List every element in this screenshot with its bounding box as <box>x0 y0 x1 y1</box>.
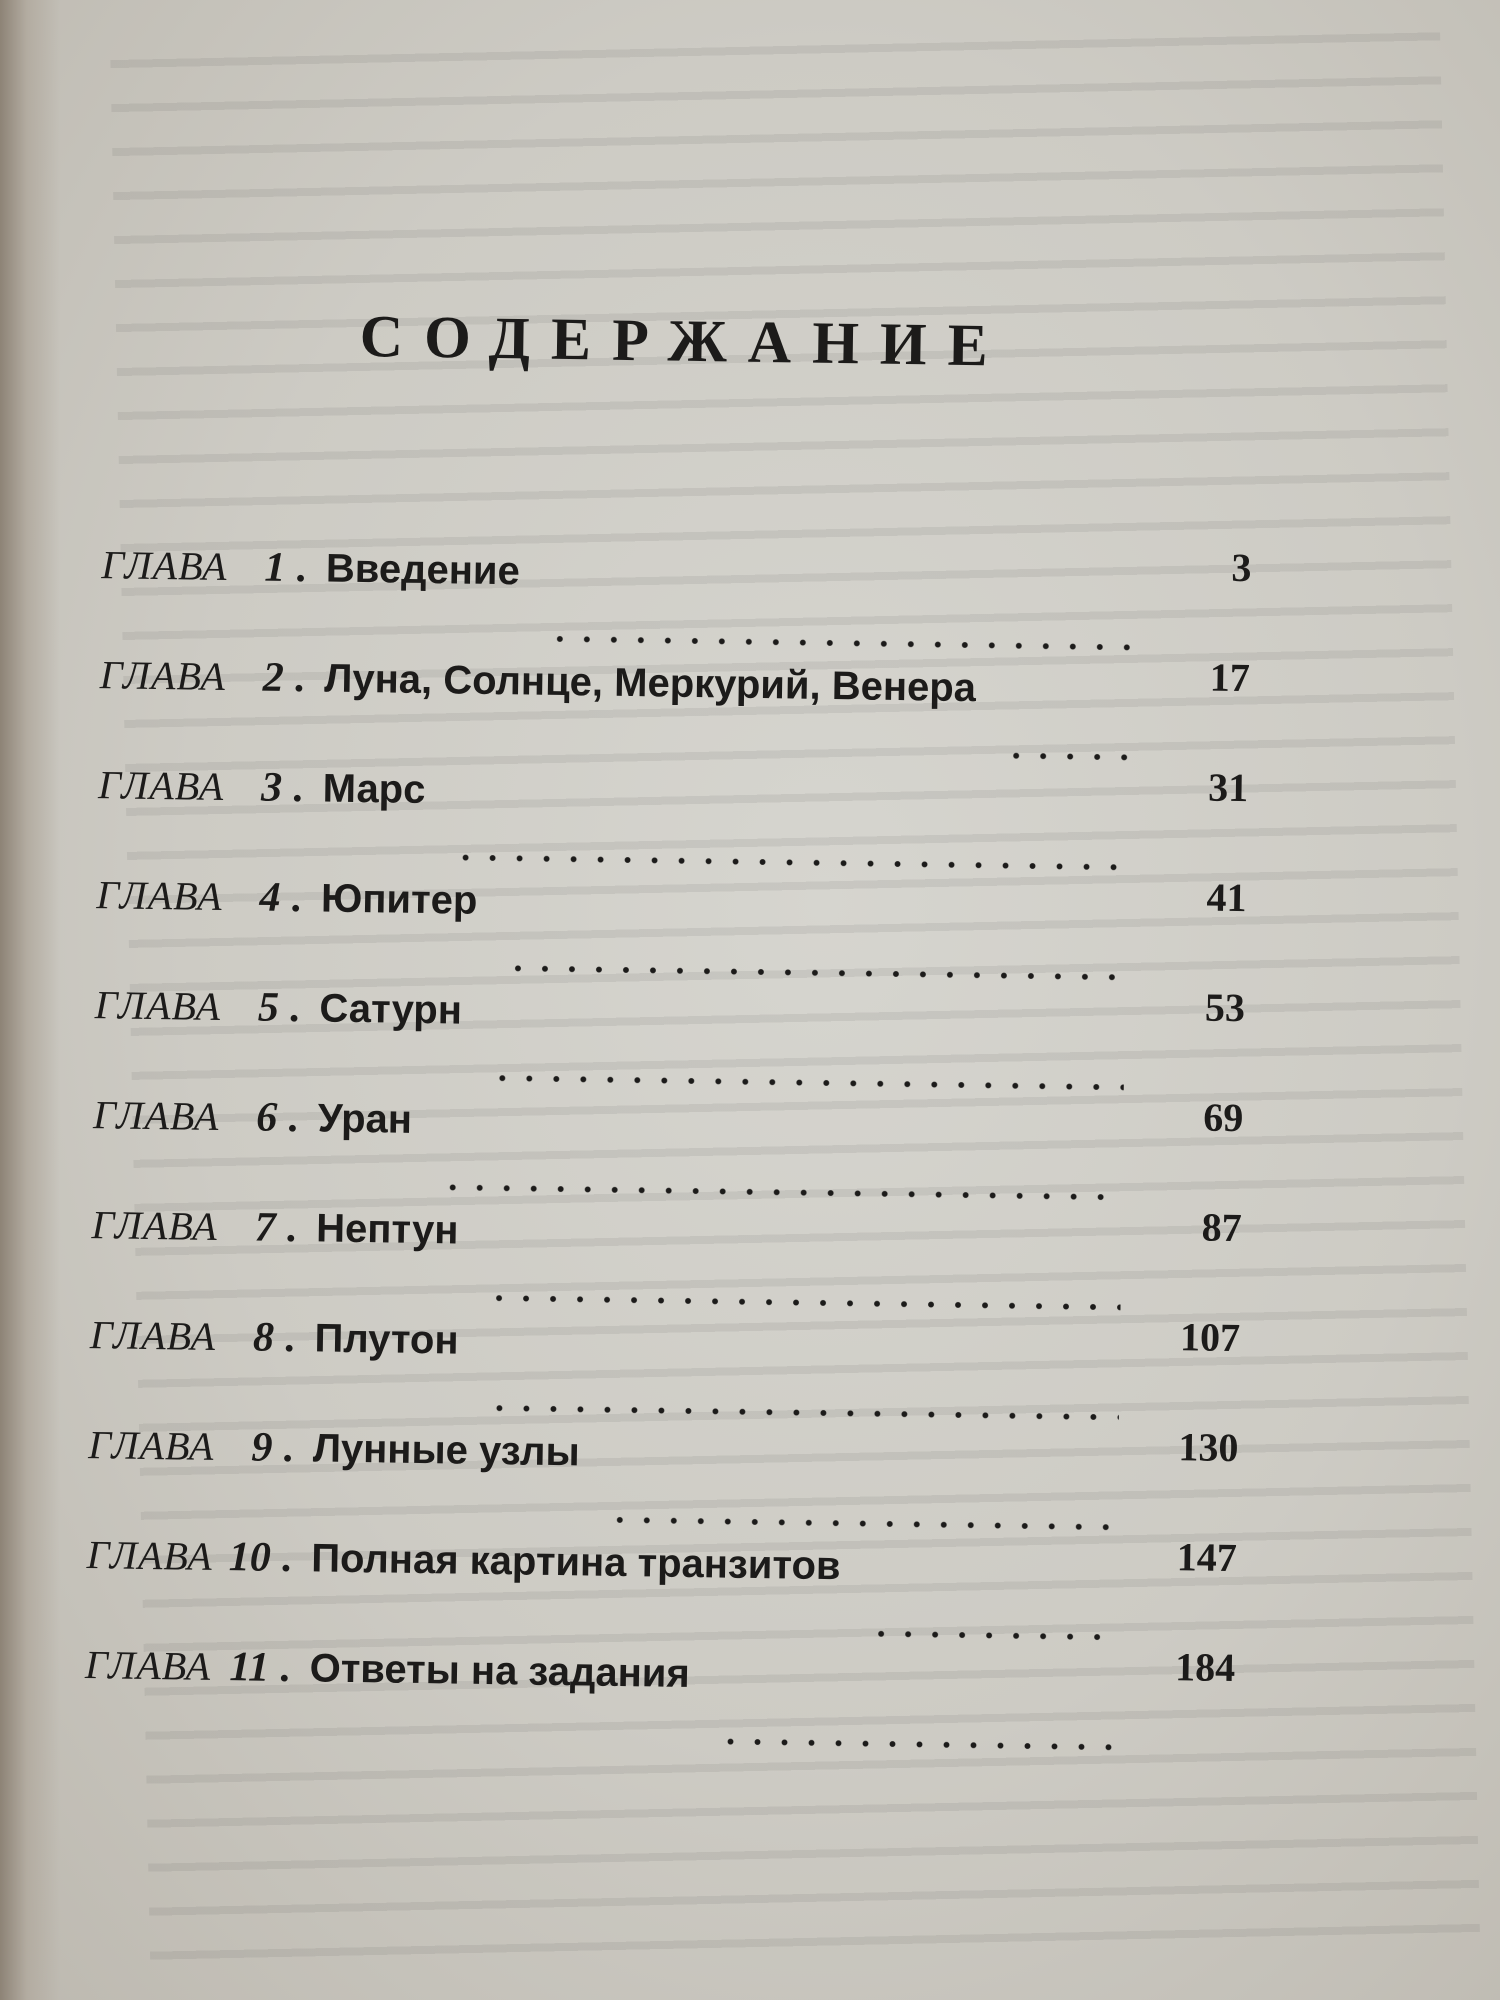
chapter-number: 2 <box>262 654 285 701</box>
chapter-title: Ответы на задания <box>309 1646 691 1697</box>
toc-entry: ГЛАВА 7 . Нептун 87 <box>90 1201 1242 1328</box>
chapter-title: Марс <box>322 766 426 812</box>
dot-leader <box>547 634 1131 653</box>
chapter-title: Луна, Солнце, Меркурий, Венера <box>324 656 977 711</box>
page-number: 147 <box>1176 1534 1238 1581</box>
chapter-title: Сатурн <box>319 986 463 1033</box>
chapter-title: Уран <box>317 1096 413 1142</box>
chapter-title: Юпитер <box>320 876 478 923</box>
toc-entry: ГЛАВА 4 . Юпитер 41 <box>95 871 1247 998</box>
dot-leader <box>504 963 1125 982</box>
toc-title: СОДЕРЖАНИЕ <box>359 302 1010 379</box>
chapter-label: ГЛАВА <box>92 1092 220 1139</box>
chapter-number: 5 <box>257 984 280 1031</box>
page-number: 69 <box>1203 1094 1244 1141</box>
toc-entry: ГЛАВА 8 . Плутон 107 <box>89 1311 1241 1438</box>
dot-leader <box>867 1629 1115 1643</box>
toc-entry: ГЛАВА 2 . Луна, Солнце, Меркурий, Венера 17 <box>98 651 1250 778</box>
chapter-number: 8 <box>252 1314 275 1361</box>
chapter-title: Полная картина транзитов <box>310 1536 841 1589</box>
chapter-label: ГЛАВА <box>94 982 222 1029</box>
chapter-label: ГЛАВА <box>89 1312 217 1359</box>
chapter-label: ГЛАВА <box>101 542 228 590</box>
chapter-number: 11 <box>229 1644 270 1691</box>
chapter-number: 9 <box>251 1424 273 1471</box>
chapter-label: ГЛАВА <box>91 1202 219 1249</box>
chapter-label: ГЛАВА <box>88 1422 215 1469</box>
chapter-title: Введение <box>325 546 521 594</box>
chapter-number: 6 <box>255 1094 278 1141</box>
dot-leader <box>489 1073 1124 1092</box>
dot-leader <box>485 1293 1120 1312</box>
page-number: 53 <box>1204 984 1246 1031</box>
chapter-number: 7 <box>254 1204 277 1251</box>
dot-leader <box>717 1736 1114 1752</box>
toc-entries <box>84 541 1252 1768</box>
toc-entry: ГЛАВА 9 . Лунные узлы 130 <box>87 1421 1239 1548</box>
chapter-title: Плутон <box>314 1316 459 1363</box>
dot-leader <box>452 852 1127 872</box>
toc-entry: ГЛАВА 6 . Уран 69 <box>92 1091 1244 1218</box>
chapter-label: ГЛАВА <box>96 872 223 919</box>
toc-entry: ГЛАВА 5 . Сатурн 53 <box>94 981 1246 1108</box>
chapter-number: 3 <box>260 764 283 811</box>
chapter-title: Лунные узлы <box>312 1426 581 1475</box>
page-number: 184 <box>1174 1644 1236 1691</box>
page-number: 130 <box>1178 1424 1239 1471</box>
dot-leader <box>439 1182 1122 1202</box>
toc-entry: ГЛАВА 3 . Марс 31 <box>97 761 1249 888</box>
chapter-label: ГЛАВА <box>86 1532 214 1579</box>
chapter-number: 4 <box>259 874 281 921</box>
dot-leader <box>607 1515 1118 1533</box>
chapter-label: ГЛАВА <box>84 1642 212 1689</box>
chapter-number: 10 <box>228 1534 272 1581</box>
toc-entry: ГЛАВА 1 . Введение 3 <box>100 541 1252 668</box>
page-number: 107 <box>1179 1314 1241 1361</box>
chapter-label: ГЛАВА <box>97 762 225 810</box>
table-of-contents <box>80 0 1270 2000</box>
page-number: 87 <box>1201 1204 1243 1251</box>
page-number: 17 <box>1209 654 1251 701</box>
dot-leader <box>485 1403 1118 1422</box>
chapter-title: Нептун <box>315 1206 459 1253</box>
toc-entry: ГЛАВА 11 . Ответы на задания 184 <box>84 1641 1236 1768</box>
page-number: 41 <box>1206 874 1247 921</box>
toc-entry: ГЛАВА 10 . Полная картина транзитов 147 <box>85 1531 1237 1658</box>
chapter-label: ГЛАВА <box>99 652 227 700</box>
dot-leader <box>1003 751 1129 763</box>
page-number: 3 <box>1231 544 1252 591</box>
chapter-number: 1 <box>264 544 286 591</box>
page-number: 31 <box>1207 764 1249 811</box>
